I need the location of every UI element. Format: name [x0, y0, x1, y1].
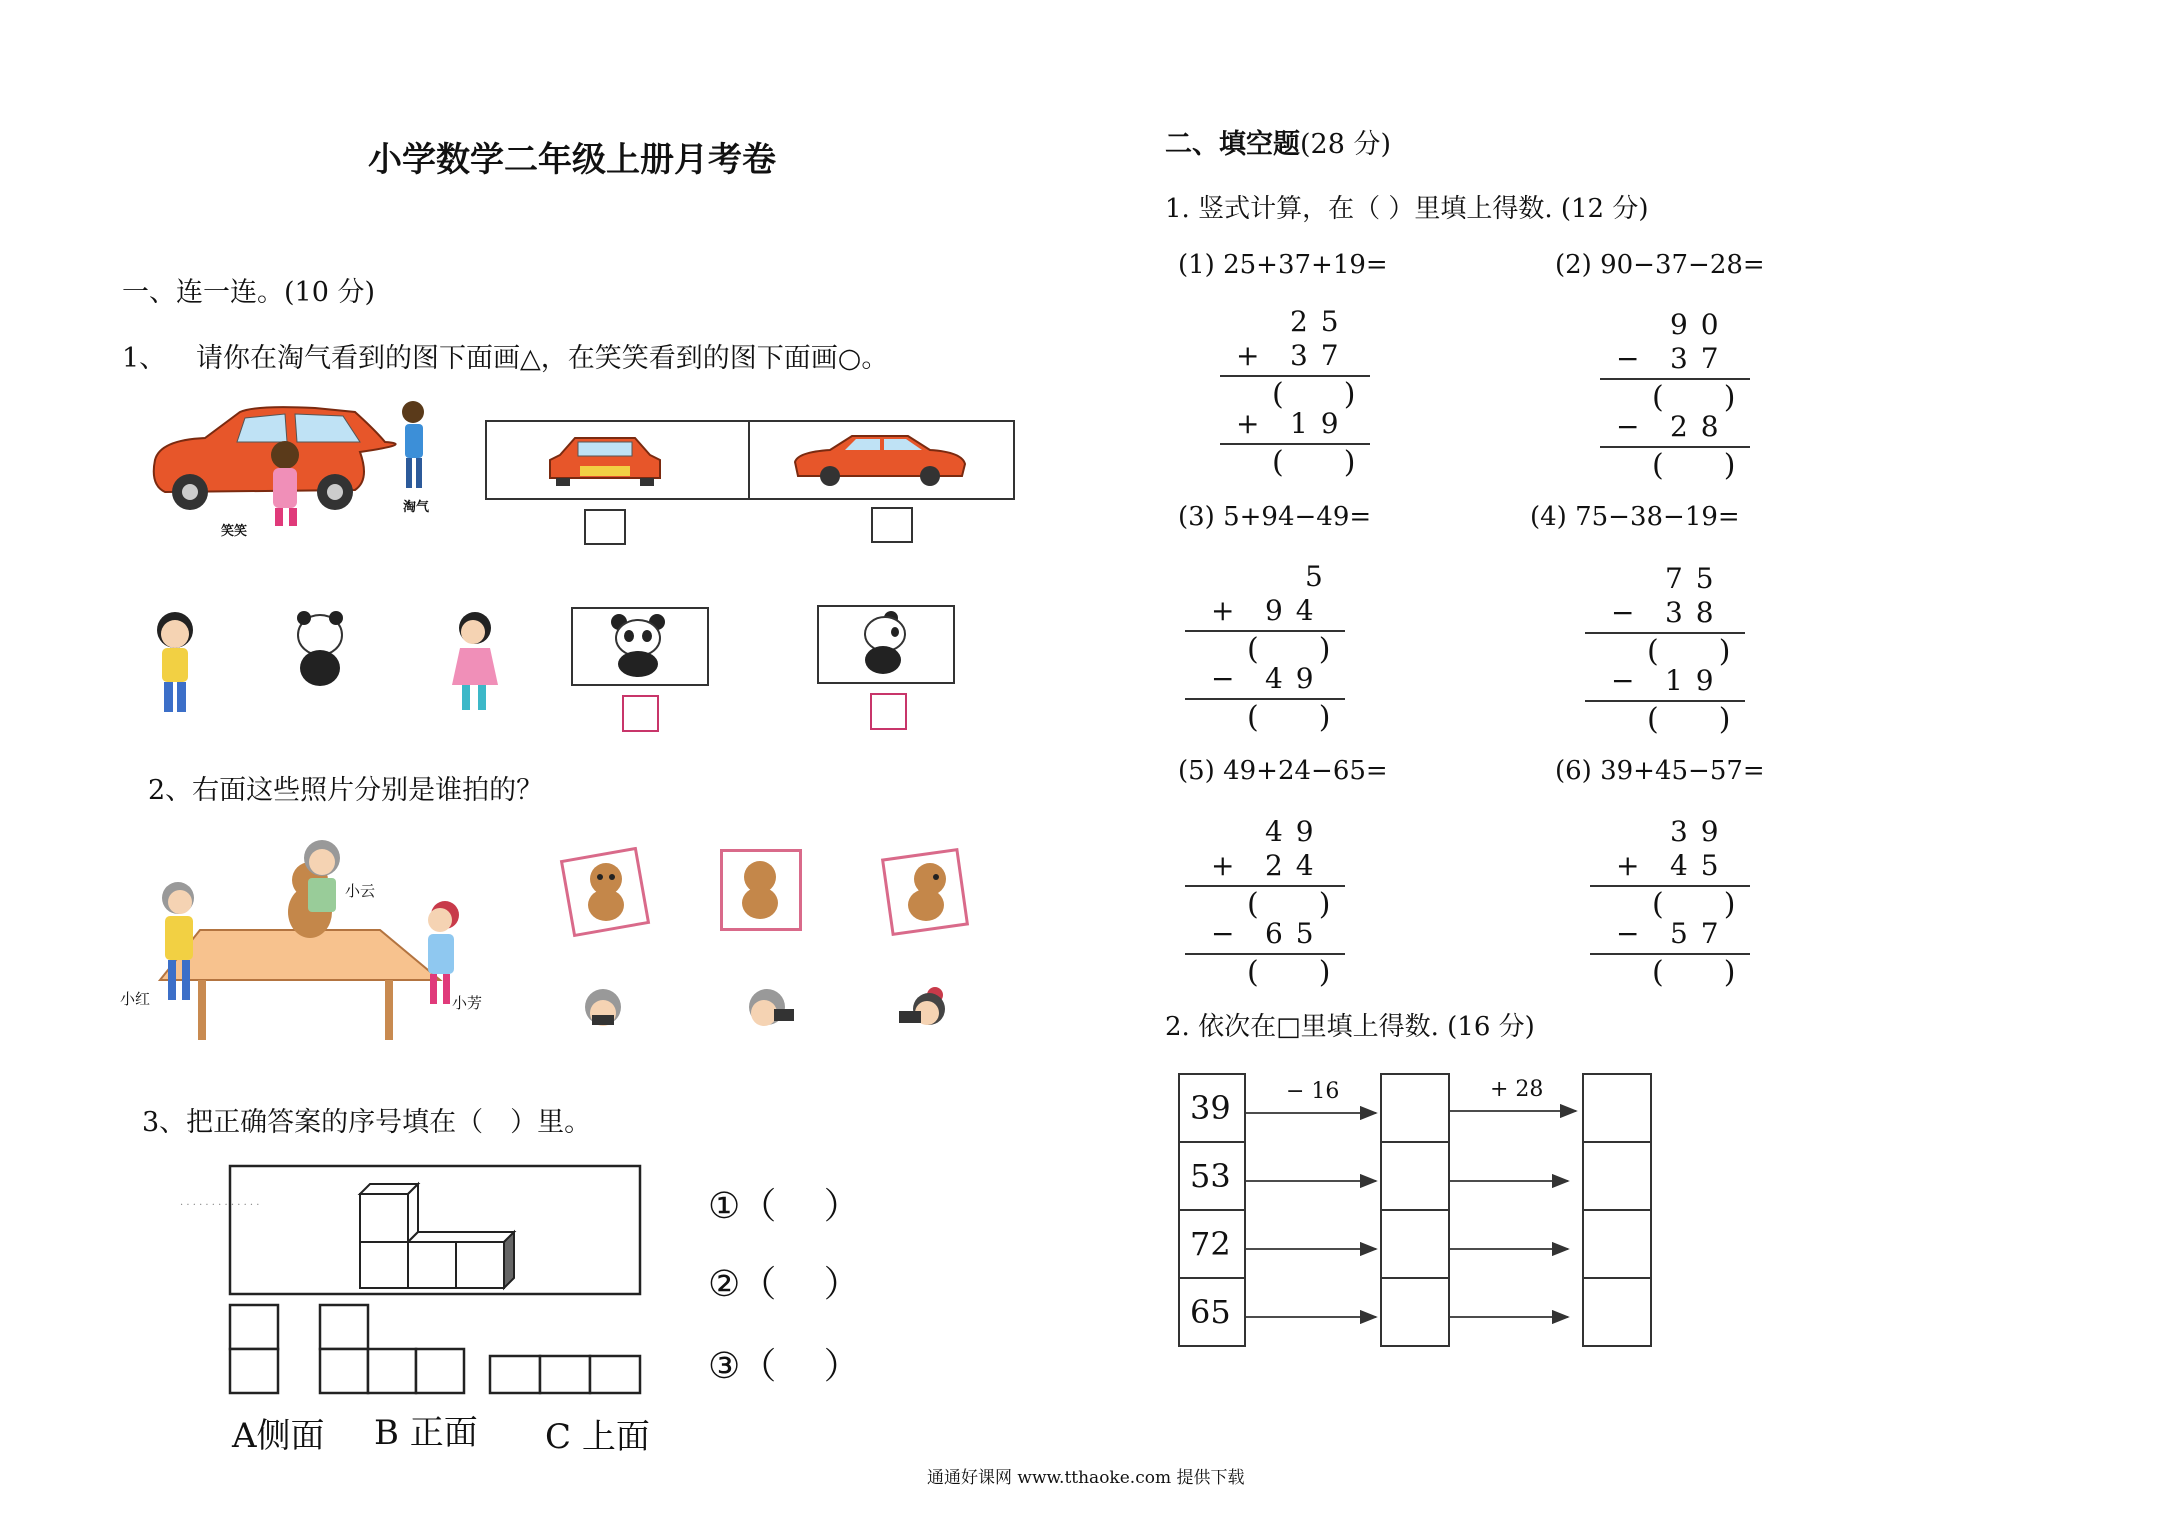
calc6-operand-a: 3 9 [1670, 815, 1721, 848]
footer-credit: 通通好课网 www.tthaoke.com 提供下载 [927, 1468, 1245, 1488]
calc5-operand-c: 6 5 [1265, 917, 1316, 950]
vertical-calc-6 [1590, 815, 1750, 990]
calc6-operand-b: 4 5 [1670, 849, 1721, 882]
page-title: 小学数学二年级上册月考卷 [368, 140, 776, 180]
problem-1-label: (1) 25+37+19= [1178, 250, 1388, 280]
panda-front-view [605, 612, 671, 678]
vertical-calc-2 [1590, 308, 1750, 483]
photo-scene-illustration [140, 840, 520, 1045]
problem-4-label: (4) 75−38−19= [1530, 502, 1740, 532]
photo-3 [878, 845, 974, 941]
calc1-answer-slot-1[interactable]: ( ) [1272, 377, 1356, 412]
answer-box-car-front[interactable] [584, 509, 626, 545]
q3-text: 3、把正确答案的序号填在（ ）里。 [142, 1107, 592, 1138]
label-front-view: B 正面 [374, 1413, 478, 1453]
label-xiaoxiao: 笑笑 [221, 524, 248, 539]
operation-plus-28: + 28 [1490, 1077, 1544, 1102]
answer-box-panda-side[interactable] [870, 693, 907, 730]
operation-minus-16: − 16 [1286, 1079, 1340, 1104]
calc3-operand-b: 9 4 [1265, 594, 1316, 627]
calc5-answer-slot-2[interactable]: ( ) [1247, 955, 1331, 990]
calc6-answer-slot-1[interactable]: ( ) [1652, 887, 1736, 922]
section2-heading [1165, 122, 1391, 161]
calc2-answer-slot-1[interactable]: ( ) [1652, 380, 1736, 415]
car-side-view [790, 430, 970, 490]
start-value-4: 65 [1190, 1293, 1231, 1331]
calc2-operand-b: 3 7 [1670, 342, 1721, 375]
start-value-1: 39 [1190, 1089, 1231, 1127]
calc3-op2: − [1211, 662, 1237, 695]
problem-3-label: (3) 5+94−49= [1178, 502, 1372, 532]
cube-figure [180, 1160, 650, 1400]
vertical-calc-3 [1185, 560, 1345, 735]
photo-1 [558, 845, 654, 941]
calc4-op1: − [1611, 596, 1637, 629]
answer-box-car-side[interactable] [871, 507, 913, 543]
calc5-answer-slot-1[interactable]: ( ) [1247, 887, 1331, 922]
calc1-operand-a: 2 5 [1290, 305, 1341, 338]
photographer-head-3 [895, 985, 955, 1035]
calc2-operand-c: 2 8 [1670, 410, 1721, 443]
calc4-operand-a: 7 5 [1665, 562, 1716, 595]
label-taoqi: 淘气 [403, 500, 430, 515]
calc3-operand-c: 4 9 [1265, 662, 1316, 695]
s2-q2-text: 2. 依次在□里填上得数. (16 分) [1165, 1012, 1535, 1042]
calc1-op1: + [1236, 339, 1262, 372]
q1-text: 请你在淘气看到的图下面画△，在笑笑看到的图下面画○。 [196, 343, 889, 374]
answer-box-panda-front[interactable] [622, 695, 659, 732]
calc3-op1: + [1211, 594, 1237, 627]
svg-text:· · · · · · · · · · · · ·: · · · · · · · · · · · · · [180, 1200, 260, 1211]
calc5-operand-a: 4 9 [1265, 815, 1316, 848]
answer-slot-3[interactable]: ③（ ） [708, 1346, 860, 1387]
number-chain-diagram [1178, 1073, 1658, 1353]
vertical-calc-1 [1210, 305, 1370, 480]
calc4-answer-slot-1[interactable]: ( ) [1647, 634, 1731, 669]
calc1-operand-c: 1 9 [1290, 407, 1341, 440]
calc5-op1: + [1211, 849, 1237, 882]
photographer-head-2 [742, 985, 798, 1035]
calc1-answer-slot-2[interactable]: ( ) [1272, 445, 1356, 480]
start-value-3: 72 [1190, 1225, 1231, 1263]
section2-heading-score: (28 分) [1300, 129, 1392, 160]
calc4-answer-slot-2[interactable]: ( ) [1647, 702, 1731, 737]
calc1-operand-b: 3 7 [1290, 339, 1341, 372]
calc3-operand-a: 5 [1305, 560, 1325, 593]
calc4-op2: − [1611, 664, 1637, 697]
section2-heading-bold: 二、填空题 [1165, 129, 1300, 160]
calc4-operand-b: 3 8 [1665, 596, 1716, 629]
calc4-operand-c: 1 9 [1665, 664, 1716, 697]
label-top-view: C 上面 [545, 1417, 650, 1457]
car-front-view [540, 430, 670, 490]
problem-2-label: (2) 90−37−28= [1555, 250, 1765, 280]
section1-heading: 一、连一连。(10 分) [122, 277, 376, 308]
calc2-op1: − [1616, 342, 1642, 375]
start-value-2: 53 [1190, 1157, 1231, 1195]
answer-slot-1[interactable]: ①（ ） [708, 1186, 860, 1227]
label-xiaohong: 小红 [120, 990, 151, 1008]
panda-side-view [855, 610, 915, 676]
calc2-op2: − [1616, 410, 1642, 443]
vertical-calc-5 [1185, 815, 1345, 990]
car-scene-illustration [145, 400, 475, 550]
answer-slot-2[interactable]: ②（ ） [708, 1264, 860, 1305]
q1-number: 1、 [122, 343, 167, 374]
problem-5-label: (5) 49+24−65= [1178, 756, 1388, 786]
calc5-operand-b: 2 4 [1265, 849, 1316, 882]
label-xiaoyun: 小云 [345, 882, 376, 900]
calc2-answer-slot-2[interactable]: ( ) [1652, 448, 1736, 483]
q2-text: 2、右面这些照片分别是谁拍的？ [148, 775, 544, 806]
photographer-head-1 [578, 985, 628, 1035]
s2-q1-text: 1. 竖式计算，在（ ）里填上得数. (12 分) [1165, 194, 1649, 224]
chain-arrows [1178, 1073, 1658, 1353]
calc6-answer-slot-2[interactable]: ( ) [1652, 955, 1736, 990]
calc6-operand-c: 5 7 [1670, 917, 1721, 950]
calc1-op2: + [1236, 407, 1262, 440]
calc2-operand-a: 9 0 [1670, 308, 1721, 341]
problem-6-label: (6) 39+45−57= [1555, 756, 1765, 786]
photo-2 [712, 845, 808, 941]
label-side-view: A侧面 [232, 1416, 325, 1456]
calc3-answer-slot-1[interactable]: ( ) [1247, 632, 1331, 667]
panda-scene-illustration [140, 600, 520, 730]
calc6-op2: − [1616, 917, 1642, 950]
calc5-op2: − [1211, 917, 1237, 950]
calc3-answer-slot-2[interactable]: ( ) [1247, 700, 1331, 735]
label-xiaofang: 小芳 [452, 994, 483, 1012]
calc6-op1: + [1616, 849, 1642, 882]
vertical-calc-4 [1585, 562, 1745, 737]
